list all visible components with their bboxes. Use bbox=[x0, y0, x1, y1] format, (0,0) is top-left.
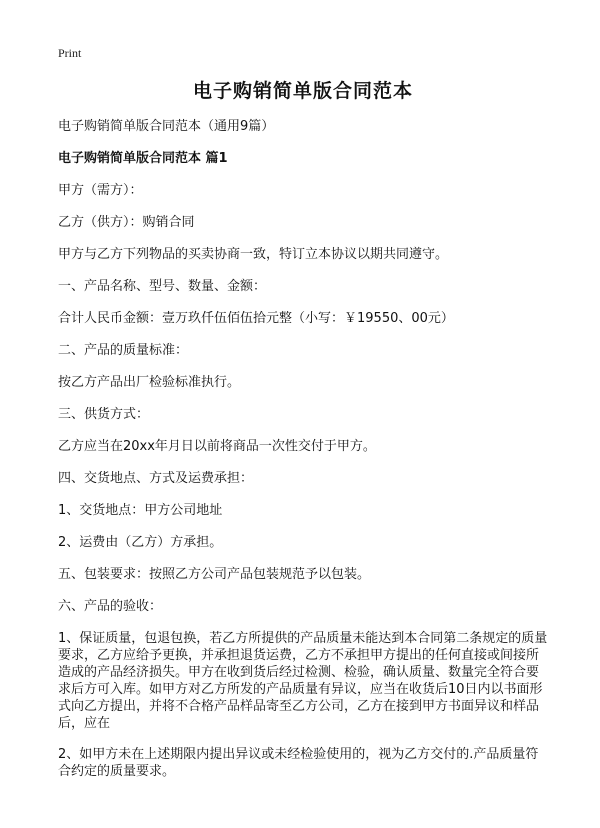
paragraph-clause-5: 五、包装要求：按照乙方公司产品包装规范予以包装。 bbox=[58, 567, 371, 582]
paragraph-inspection-2: 2、如甲方未在上述期限内提出异议或未经检验使用的，视为乙方交付的.产品质量符合约定的质量要求。 bbox=[58, 747, 539, 779]
paragraph-delivery-date: 乙方应当在20xx年月日以前将商品一次性交付于甲方。 bbox=[58, 439, 376, 454]
paragraph-freight: 2、运费由（乙方）方承担。 bbox=[58, 535, 223, 550]
paragraph-party-b: 乙方（供方）：购销合同 bbox=[58, 215, 195, 230]
paragraph-agreement: 甲方与乙方下列物品的买卖协商一致，特订立本协议以期共同遵守。 bbox=[58, 247, 449, 262]
paragraph-inspection-1: 1、保证质量，包退包换，若乙方所提供的产品质量未能达到本合同第二条规定的质量要求，乙方应给予更换，并承担退货运费，乙方不承担甲方提出的任何直接或间接所造成的产品经济损失。甲方在收到货后经过检测、检验，确认质量、数量完全符合要求后方可入库。如甲方对乙方所发的产品质量有异议，应当在收货后10日内以书面形式向乙方提出，并将不合格产品样品寄至乙方公司，乙方在接到甲方书面异议和样品后，应在 bbox=[58, 631, 548, 731]
paragraph-clause-4: 四、交货地点、方式及运费承担： bbox=[58, 471, 254, 486]
paragraph-section-heading: 电子购销简单版合同范本 篇1 bbox=[58, 151, 228, 166]
paragraph-clause-1: 一、产品名称、型号、数量、金额： bbox=[58, 279, 267, 294]
paragraph-quality-standard: 按乙方产品出厂检验标准执行。 bbox=[58, 375, 241, 390]
document-title: 电子购销简单版合同范本 bbox=[192, 80, 413, 102]
print-label: Print bbox=[58, 46, 82, 60]
paragraph-amount: 合计人民币金额：壹万玖仟伍佰伍拾元整（小写：￥19550、00元） bbox=[58, 311, 454, 326]
paragraph-subtitle: 电子购销简单版合同范本（通用9篇） bbox=[58, 119, 275, 134]
paragraph-clause-6: 六、产品的验收： bbox=[58, 599, 163, 614]
paragraph-clause-3: 三、供货方式： bbox=[58, 407, 150, 422]
paragraph-clause-2: 二、产品的质量标准： bbox=[58, 343, 189, 358]
paragraph-party-a: 甲方（需方）： bbox=[58, 183, 143, 198]
paragraph-delivery-location: 1、交货地点：甲方公司地址 bbox=[58, 503, 223, 518]
